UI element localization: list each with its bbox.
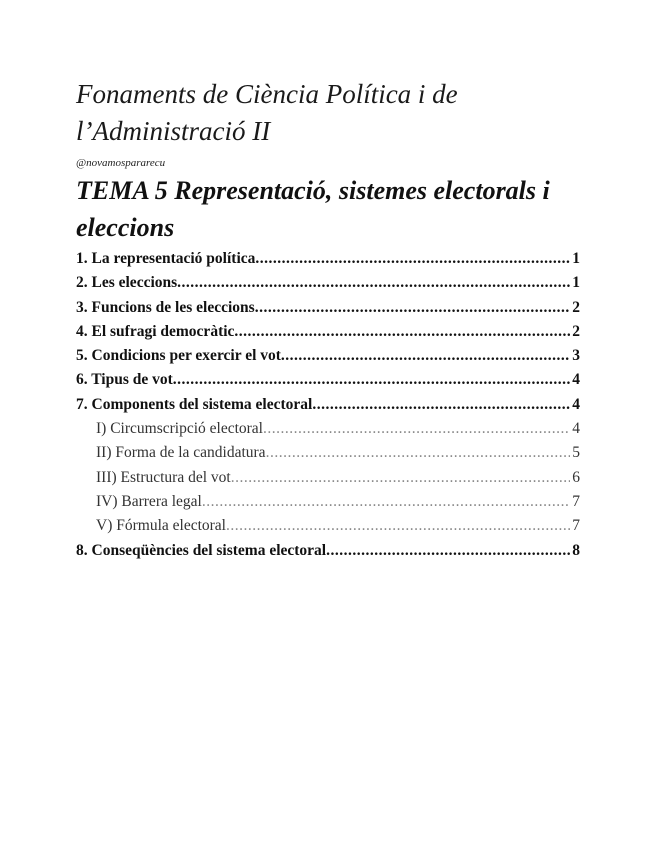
toc-leader [266,444,571,462]
toc-leader [255,250,570,268]
toc-subentry-circumscripcio[interactable] [76,420,580,444]
toc-entry-sufragi[interactable] [76,323,580,347]
toc-leader [177,274,570,292]
toc-label: 7. Components del sistema electoral [76,395,313,413]
toc-leader [173,371,570,389]
toc-subentry-estructura[interactable] [76,469,580,493]
toc-label: III) Estructura del vot [96,468,231,486]
toc-page-number: 1 [572,274,580,292]
toc-page-number: 7 [572,517,580,535]
toc-label: 6. Tipus de vot [76,371,173,389]
toc-page-number: 4 [572,371,580,389]
toc-label: 5. Condicions per exercir el vot [76,347,281,365]
toc-leader [231,469,571,487]
toc-page-number: 2 [572,322,580,340]
toc-entry-condicions[interactable] [76,347,580,371]
toc-leader [326,542,570,560]
course-title: Fonaments de Ciència Política i de l’Administració II [76,79,458,146]
toc-entry-tipus-vot[interactable] [76,371,580,395]
toc-page-number: 1 [572,250,580,267]
author-handle: @novamospararecu [76,157,166,169]
toc-label: V) Fórmula electoral [96,517,226,535]
toc-label: I) Circumscripció electoral [96,420,263,438]
toc-subentry-formula[interactable] [76,517,580,541]
toc-label: 1. La representació política [76,250,256,267]
toc-entry-consequencies[interactable] [76,542,580,566]
document-page [76,76,580,566]
tema-title: TEMA 5 Representació, sistemes electorals i eleccions [76,176,550,242]
toc-label: 2. Les eleccions [76,274,178,292]
toc-leader [263,420,570,438]
toc-page-number: 3 [572,347,580,365]
toc-leader [281,347,570,365]
toc-leader [202,493,570,511]
toc-entry-representacio[interactable] [76,250,580,274]
toc-subentry-candidatura[interactable] [76,444,580,468]
toc-page-number: 7 [572,492,580,510]
toc-page-number: 6 [572,468,580,486]
toc-label: II) Forma de la candidatura [96,444,266,462]
toc-label: IV) Barrera legal [96,492,202,510]
toc-label: 4. El sufragi democràtic [76,322,235,340]
toc-leader [312,396,570,414]
toc-page-number: 5 [572,444,580,462]
toc-page-number: 4 [572,395,580,413]
toc-entry-components[interactable] [76,396,580,420]
toc-leader [234,323,570,341]
toc-page-number: 2 [572,298,580,316]
toc-page-number: 8 [572,541,580,559]
toc-label: 3. Funcions de les eleccions [76,298,255,316]
toc-subentry-barrera[interactable] [76,493,580,517]
toc-entry-eleccions[interactable] [76,274,580,298]
toc-leader [226,517,570,535]
toc-entry-funcions[interactable] [76,299,580,323]
toc-leader [255,299,571,317]
table-of-contents [76,250,580,566]
toc-page-number: 4 [572,420,580,438]
toc-label: 8. Conseqüències del sistema electoral [76,541,327,559]
